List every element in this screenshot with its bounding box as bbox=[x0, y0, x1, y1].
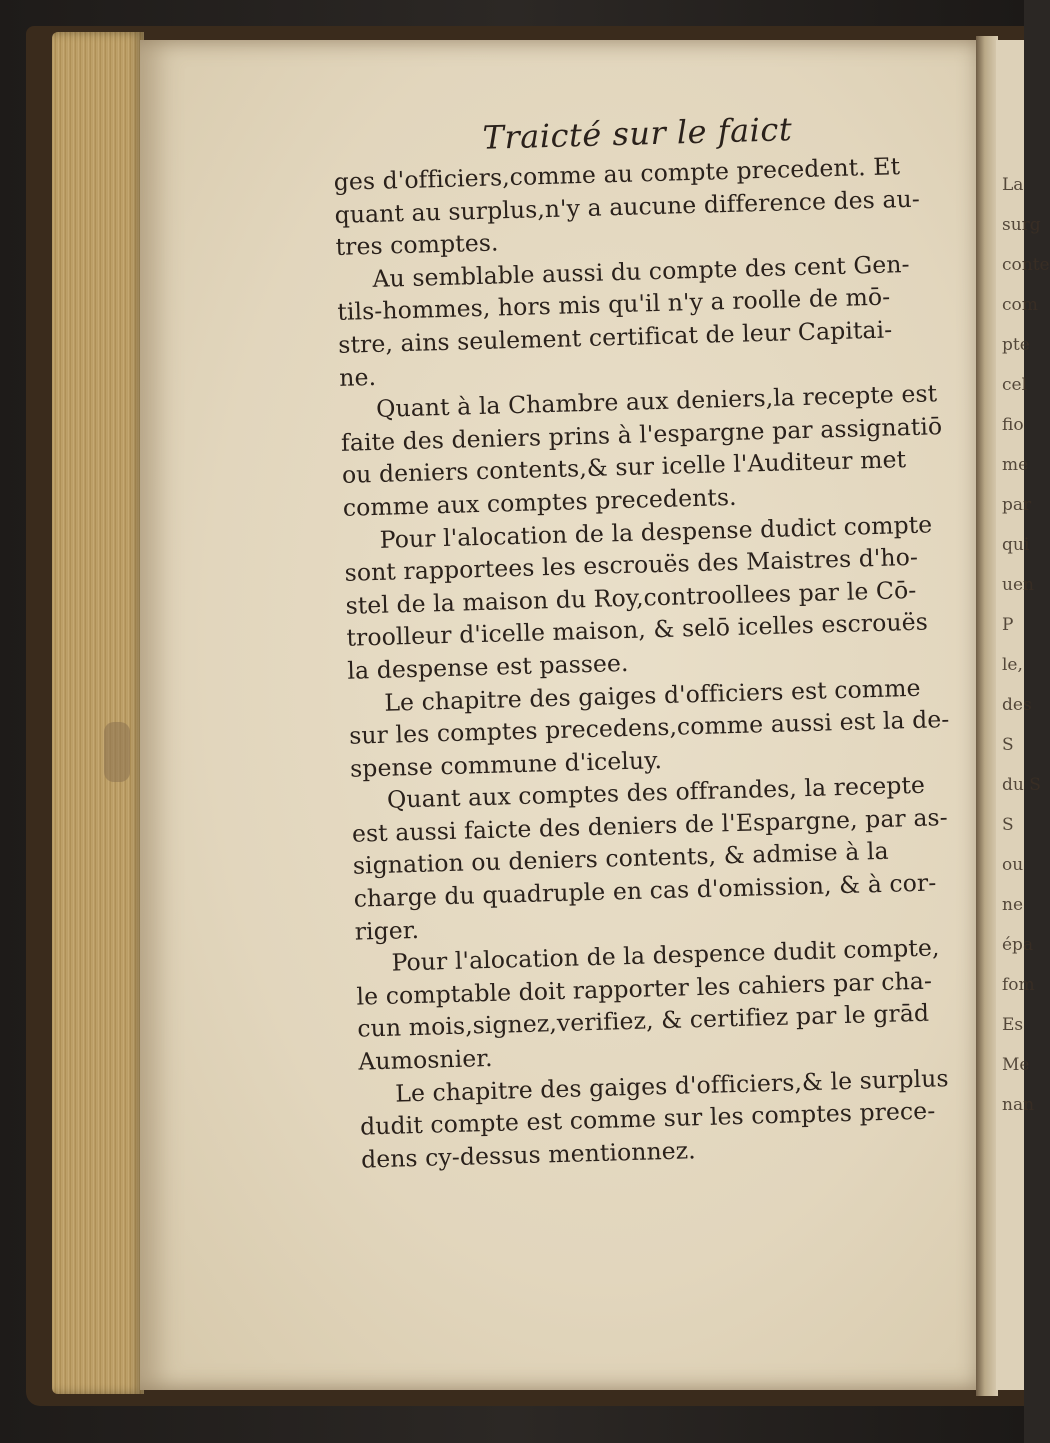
text-line: sont rapportees les escrouës des Maistres d'ho- bbox=[344, 542, 919, 587]
text-line: stel de la maison du Roy,controollees par le Cō- bbox=[345, 575, 917, 620]
facing-page-fragment: fom bbox=[1002, 975, 1035, 995]
facing-page-edge bbox=[996, 40, 1050, 1390]
text-line: quant au surplus,n'y a aucune difference des au- bbox=[334, 184, 921, 229]
facing-page-fragment: fio bbox=[1002, 415, 1024, 435]
text-line: dens cy-dessus mentionnez. bbox=[360, 1136, 697, 1174]
text-line: est aussi faicte des deniers de l'Espargne, par as- bbox=[351, 802, 949, 848]
facing-page-fragment: conte bbox=[1002, 255, 1050, 275]
text-line: la despense est passee. bbox=[347, 648, 629, 685]
facing-page-fragment: le, bbox=[1002, 655, 1023, 675]
facing-page-fragment: ne bbox=[1002, 895, 1024, 915]
text-line: comme aux comptes precedents. bbox=[342, 482, 737, 522]
facing-page-fragment: épa bbox=[1002, 935, 1034, 955]
text-line: le comptable doit rapporter les cahiers par cha- bbox=[356, 966, 933, 1011]
text-line: Le chapitre des gaiges d'officiers,& le surplus bbox=[394, 1063, 949, 1108]
text-line: faite des deniers prins à l'espargne par assignatiō bbox=[340, 411, 943, 457]
facing-page-fragment: S bbox=[1002, 735, 1014, 755]
text-line: signation ou deniers contents, & admise à la bbox=[352, 837, 890, 881]
facing-page-fragment: pte bbox=[1002, 335, 1030, 355]
text-line: dudit compte est comme sur les comptes prece- bbox=[359, 1096, 936, 1141]
facing-page-fragment: cel bbox=[1002, 375, 1028, 395]
facing-page-fragment: me bbox=[1002, 455, 1029, 475]
facing-page-fragment: uen bbox=[1002, 575, 1034, 595]
facing-page-fragment: des bbox=[1002, 695, 1032, 715]
text-line: stre, ains seulement certificat de leur Capitai- bbox=[337, 315, 893, 359]
text-line: Quant à la Chambre aux deniers,la recepte est bbox=[375, 379, 938, 424]
text-line: riger. bbox=[354, 915, 420, 946]
facing-page-fragment: surg bbox=[1002, 215, 1041, 235]
facing-page-fragment: ou bbox=[1002, 855, 1024, 875]
text-block bbox=[332, 101, 981, 1176]
facing-page-fragment: par bbox=[1002, 495, 1032, 515]
facing-page-fragment: com bbox=[1002, 295, 1038, 315]
text-line: sur les comptes precedens,comme aussi est la de- bbox=[348, 705, 950, 750]
text-line: tres comptes. bbox=[335, 228, 499, 262]
text-line: Quant aux comptes des offrandes, la recepte bbox=[386, 770, 926, 815]
text-line: Pour l'alocation de la despence dudit compte, bbox=[391, 933, 940, 977]
facing-page-fragment: nan bbox=[1002, 1095, 1035, 1115]
running-head: Traicté sur le faict bbox=[482, 110, 793, 157]
text-line: ou deniers contents,& sur icelle l'Auditeur met bbox=[341, 445, 907, 490]
facing-page-fragment: Me bbox=[1002, 1055, 1030, 1075]
facing-page-fragment: qui bbox=[1002, 535, 1030, 555]
text-line: ne. bbox=[338, 362, 377, 392]
page-edges bbox=[52, 32, 144, 1394]
text-line: troolleur d'icelle maison, & selō icelles escrouës bbox=[346, 607, 929, 653]
text-line: Le chapitre des gaiges d'officiers est comme bbox=[383, 673, 921, 717]
stain-mark bbox=[104, 722, 130, 782]
text-line: charge du quadruple en cas d'omission, & à cor- bbox=[353, 868, 937, 913]
text-line: spense commune d'iceluy. bbox=[349, 745, 663, 783]
text-line: cun mois,signez,verifiez, & certifiez par le grād bbox=[357, 999, 930, 1044]
text-line: Pour l'alocation de la despense dudict compte bbox=[379, 509, 933, 554]
facing-page-fragment: S bbox=[1002, 815, 1014, 835]
text-line: Aumosnier. bbox=[357, 1043, 493, 1076]
facing-page-fragment: La bbox=[1002, 175, 1024, 195]
facing-page-fragment: Es bbox=[1002, 1015, 1024, 1035]
body-text bbox=[333, 149, 981, 1176]
text-line: ges d'officiers,comme au compte precedent. Et bbox=[333, 152, 901, 196]
facing-page-fragment: du S bbox=[1002, 775, 1041, 795]
facing-page-fragment: P bbox=[1002, 615, 1014, 635]
text-line: tils-hommes, hors mis qu'il n'y a roolle de mō- bbox=[337, 282, 891, 327]
text-line: Au semblable aussi du compte des cent Gen- bbox=[372, 249, 910, 293]
book-gutter bbox=[976, 36, 998, 1396]
